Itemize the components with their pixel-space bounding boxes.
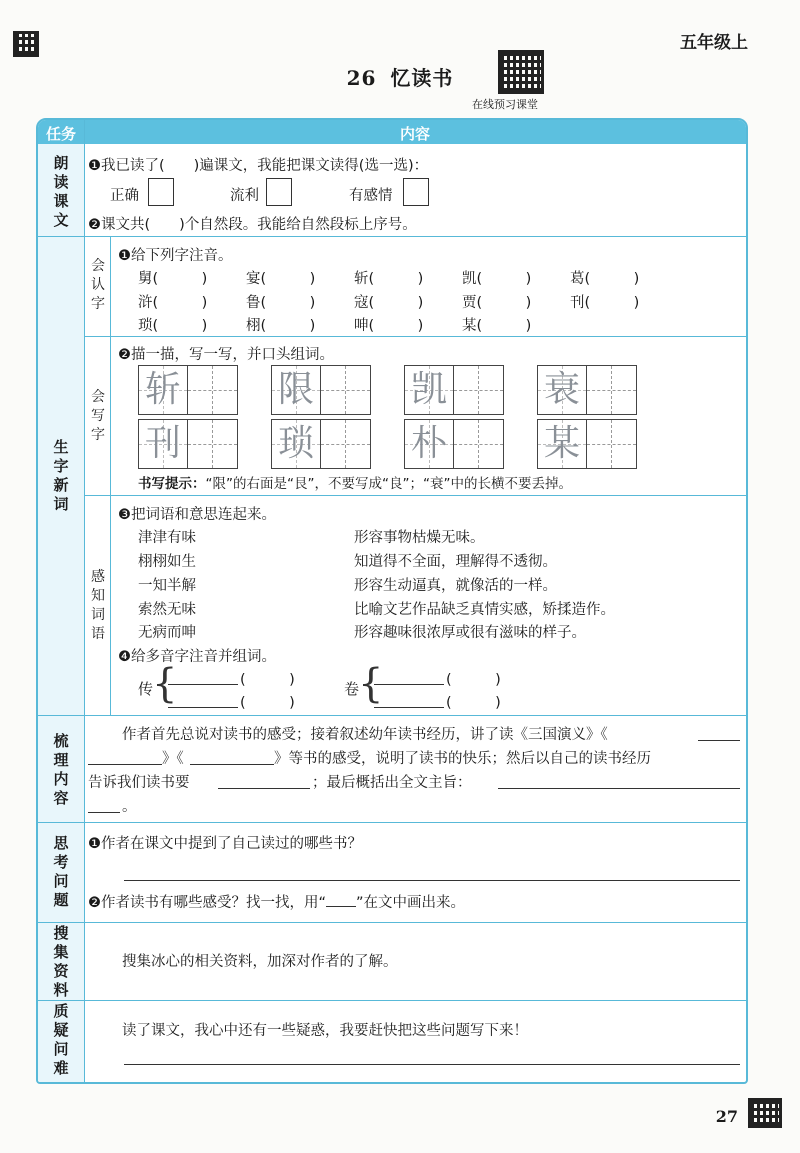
polyphone-input[interactable]: ( ) bbox=[240, 672, 295, 688]
task-table bbox=[36, 118, 748, 1084]
pinyin-item[interactable]: 琐( ) bbox=[138, 318, 208, 334]
blank-line[interactable] bbox=[190, 764, 274, 765]
lesson-title: 忆读书 bbox=[390, 66, 454, 90]
pinyin-item[interactable]: 呻( ) bbox=[354, 318, 424, 334]
outline-line2b: 》等书的感受，说明了读书的快乐；然后以自己的读书经历 bbox=[274, 751, 651, 767]
word-meaning[interactable]: 比喻文艺作品缺乏真情实感，矫揉造作。 bbox=[354, 602, 615, 618]
think-q2: ❷作者读书有哪些感受？找一找，用“ ”在文中画出来。 bbox=[88, 895, 466, 911]
blank-line[interactable] bbox=[698, 740, 740, 741]
pinyin-item[interactable]: 栩( ) bbox=[246, 318, 316, 334]
trace-char: 朴 bbox=[410, 423, 447, 464]
table-header bbox=[38, 120, 746, 144]
pinyin-item[interactable]: 某( ) bbox=[462, 318, 532, 334]
checkbox-correct[interactable] bbox=[148, 178, 174, 206]
collect-text: 搜集冰心的相关资料，加深对作者的了解。 bbox=[122, 954, 398, 970]
header-content: 内容 bbox=[399, 125, 430, 143]
outline-line3a: 告诉我们读书要 bbox=[88, 775, 190, 791]
word-left[interactable]: 栩栩如生 bbox=[138, 554, 196, 570]
polyphone-char-2: 卷 bbox=[344, 680, 360, 698]
page-number: 27 bbox=[715, 1107, 738, 1126]
lesson-number: 26 bbox=[346, 66, 377, 90]
polyphone-input[interactable]: ( ) bbox=[240, 695, 295, 711]
word-meaning[interactable]: 形容生动逼真，就像活的一样。 bbox=[354, 578, 557, 594]
pinyin-item[interactable]: 凯( ) bbox=[462, 271, 532, 287]
trace-char: 凯 bbox=[410, 369, 447, 410]
checkbox-emotion[interactable] bbox=[403, 178, 429, 206]
grade-label: 五年级上 bbox=[680, 33, 748, 53]
answer-line[interactable] bbox=[124, 1064, 740, 1065]
label-recognize: 会 认 字 bbox=[91, 258, 105, 312]
writing-tip: 书写提示：“限”的右面是“艮”，不要写成“良”；“衰”中的长横不要丢掉。 bbox=[138, 476, 572, 492]
label-doubt: 质 疑 问 难 bbox=[53, 1002, 69, 1077]
writing-grid[interactable] bbox=[271, 419, 371, 469]
header-task: 任务 bbox=[45, 125, 76, 143]
writing-grid[interactable] bbox=[404, 365, 504, 415]
label-words: 感 知 词 语 bbox=[91, 569, 105, 642]
label-write: 会 写 字 bbox=[91, 389, 105, 443]
writing-grid[interactable] bbox=[138, 419, 238, 469]
pinyin-item[interactable]: 寇( ) bbox=[354, 295, 424, 311]
checkbox-fluent[interactable] bbox=[266, 178, 292, 206]
words-title: ❸把词语和意思连起来。 bbox=[118, 507, 276, 523]
word-left[interactable]: 一知半解 bbox=[138, 578, 196, 594]
word-left[interactable]: 津津有味 bbox=[138, 530, 196, 546]
writing-grid[interactable] bbox=[271, 365, 371, 415]
preview-qr-code[interactable] bbox=[498, 50, 544, 94]
outline-line1: 作者首先总说对读书的感受；接着叙述幼年读书经历，讲了读《三国演义》《 bbox=[122, 727, 608, 743]
outline-line3b: ；最后概括出全文主旨： bbox=[312, 775, 472, 791]
pinyin-item[interactable]: 浒( ) bbox=[138, 295, 208, 311]
option-fluent: 流利 bbox=[230, 188, 259, 204]
write-title: ❷描一描，写一写，并口头组词。 bbox=[118, 347, 334, 363]
pinyin-item[interactable]: 贾( ) bbox=[462, 295, 532, 311]
option-correct: 正确 bbox=[110, 188, 139, 204]
option-emotion: 有感情 bbox=[349, 188, 393, 204]
pinyin-item[interactable]: 葛( ) bbox=[570, 271, 640, 287]
corner-qr-code bbox=[13, 31, 39, 57]
word-meaning[interactable]: 形容事物枯燥无味。 bbox=[354, 530, 485, 546]
trace-char: 限 bbox=[277, 369, 314, 410]
footer-qr-code[interactable] bbox=[748, 1098, 782, 1128]
writing-grid[interactable] bbox=[537, 365, 637, 415]
pinyin-item[interactable]: 斩( ) bbox=[354, 271, 424, 287]
word-left[interactable]: 无病而呻 bbox=[138, 625, 196, 641]
writing-grid[interactable] bbox=[404, 419, 504, 469]
label-think: 思 考 问 题 bbox=[53, 834, 69, 909]
label-outline: 梳 理 内 容 bbox=[53, 732, 69, 807]
blank-line[interactable] bbox=[88, 812, 120, 813]
reading-q2: ❷课文共( )个自然段。我能给自然段标上序号。 bbox=[88, 217, 417, 233]
answer-line[interactable] bbox=[124, 880, 740, 881]
polyphone-title: ❹给多音字注音并组词。 bbox=[118, 649, 276, 665]
blank-line[interactable] bbox=[88, 764, 162, 765]
word-meaning[interactable]: 形容趣味很浓厚或很有滋味的样子。 bbox=[354, 625, 586, 641]
recognize-title: ❶给下列字注音。 bbox=[118, 248, 233, 264]
blank-line[interactable] bbox=[218, 788, 310, 789]
trace-char: 琐 bbox=[277, 423, 314, 464]
trace-char: 刊 bbox=[144, 423, 181, 464]
brace-icon: { bbox=[358, 661, 384, 707]
pinyin-item[interactable]: 舅( ) bbox=[138, 271, 208, 287]
label-vocab: 生 字 新 词 bbox=[53, 438, 69, 513]
polyphone-char-1: 传 bbox=[138, 680, 154, 698]
polyphone-input[interactable]: ( ) bbox=[446, 695, 501, 711]
blank-line[interactable] bbox=[498, 788, 740, 789]
writing-grid[interactable] bbox=[138, 365, 238, 415]
qr-label: 在线预习课堂 bbox=[472, 98, 538, 111]
trace-char: 斩 bbox=[144, 369, 181, 410]
label-collect: 搜 集 资 料 bbox=[53, 924, 69, 999]
think-q1: ❶作者在课文中提到了自己读过的哪些书？ bbox=[88, 836, 362, 852]
word-meaning[interactable]: 知道得不全面，理解得不透彻。 bbox=[354, 554, 557, 570]
outline-line4: 。 bbox=[122, 799, 137, 815]
polyphone-input[interactable]: ( ) bbox=[446, 672, 501, 688]
pinyin-item[interactable]: 鲁( ) bbox=[246, 295, 316, 311]
trace-char: 衰 bbox=[543, 369, 580, 410]
reading-q1: ❶我已读了( )遍课文，我能把课文读得(选一选)： bbox=[88, 158, 429, 174]
label-reading: 朗 读 课 文 bbox=[53, 154, 69, 229]
doubt-text: 读了课文，我心中还有一些疑惑，我要赶快把这些问题写下来！ bbox=[122, 1023, 528, 1039]
brace-icon: { bbox=[152, 661, 178, 707]
page-title bbox=[0, 62, 800, 91]
writing-grid[interactable] bbox=[537, 419, 637, 469]
pinyin-item[interactable]: 宴( ) bbox=[246, 271, 316, 287]
trace-char: 某 bbox=[543, 423, 580, 464]
pinyin-item[interactable]: 刊( ) bbox=[570, 295, 640, 311]
outline-line2a: 》《 bbox=[162, 751, 184, 767]
word-left[interactable]: 索然无味 bbox=[138, 602, 196, 618]
